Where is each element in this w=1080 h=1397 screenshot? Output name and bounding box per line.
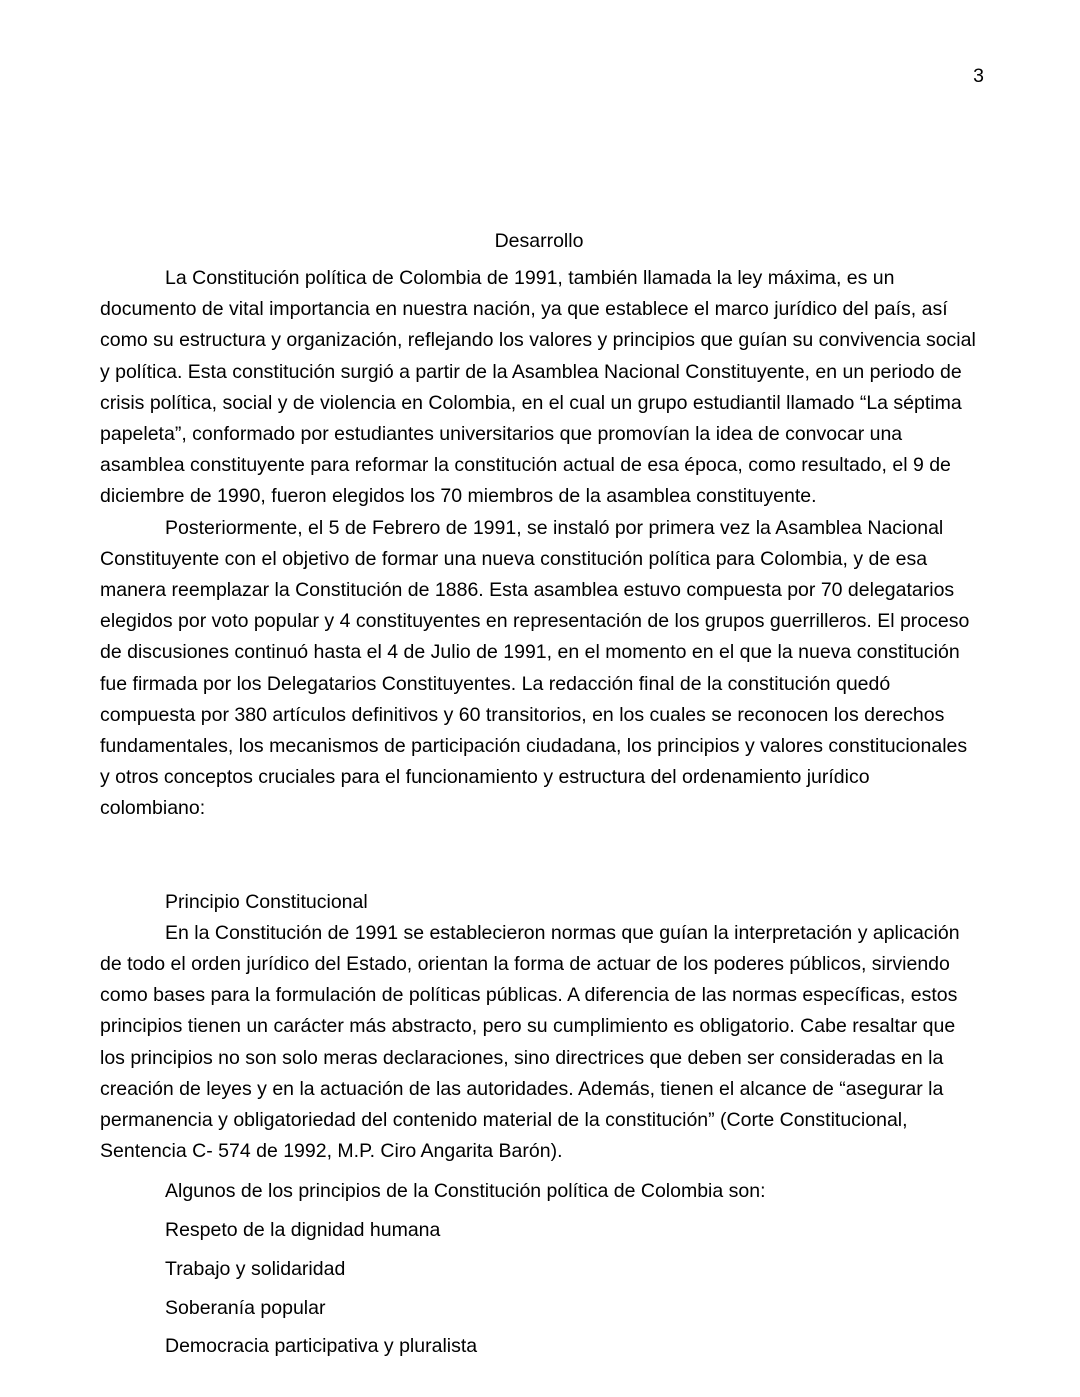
paragraph-intro: La Constitución política de Colombia de 1991, también llamada la ley máxima, es un documento de vital importancia en nuestra nación, ya que establece el marco jurídico del país, así como su estructura y organización, reflejando los valores y principios que guían su convivencia social y política. Esta constitución surgió a partir de la Asamblea Nacional Constituyente, en un periodo de crisis política, social y de violencia en Colombia, en el cual un grupo estudiantil llamado “La séptima papeleta”, conformado por estudiantes universitarios que promovían la idea de convocar una asamblea constituyente para reformar la constitución actual de esa época, como resultado, el 9 de diciembre de 1990, fueron elegidos los 70 miembros de la asamblea constituyente. (100, 267, 976, 508)
principles-list-intro: Algunos de los principios de la Constitución política de Colombia son: (165, 1180, 766, 1203)
page-number: 3 (973, 65, 984, 87)
paragraph-principio-constitucional: En la Constitución de 1991 se establecieron normas que guían la interpretación y aplicación de todo el orden jurídico del Estado, orientan la forma de actuar de los poderes públicos, sirviendo como bases para la formulación de políticas públicas. A diferencia de las normas específicas, estos principios tienen un carácter más abstracto, pero su cumplimiento es obligatorio. Cabe resaltar que los principios no son solo meras declaraciones, sino directrices que deben ser consideradas en la creación de leyes y en la actuación de las autoridades. Además, tienen el alcance de “asegurar la permanencia y obligatoriedad del contenido material de la constitución” (Corte Constitucional, Sentencia C- 574 de 1992, M.P. Ciro Angarita Barón). (100, 921, 960, 1163)
list-item: Trabajo y solidaridad (165, 1257, 346, 1280)
section-spacer (100, 825, 978, 887)
list-item: Respeto de la dignidad humana (165, 1219, 441, 1242)
page-title: Desarrollo (494, 230, 584, 252)
paragraph-history: Posteriormente, el 5 de Febrero de 1991, se instaló por primera vez la Asamblea Nacional Constituyente con el objetivo de formar una nueva constitución política para Colombia, y de esa manera reemplazar la Constitución de 1886. Esta asamblea estuvo compuesta por 70 delegatarios elegidos por voto popular y 4 constituyentes en representación de los grupos guerrilleros. El proceso de discusiones continuó hasta el 4 de Julio de 1991, en el momento en el que la nueva constitución fue firmada por los Delegatarios Constituyentes. La redacción final de la constitución quedó compuesta por 380 artículos definitivos y 60 transitorios, en los cuales se reconocen los derechos fundamentales, los mecanismos de participación ciudadana, los principios y valores constitucionales y otros conceptos cruciales para el funcionamiento y estructura del ordenamiento jurídico colombiano: (100, 516, 970, 820)
document-body (100, 226, 978, 1363)
list-spacer (100, 1167, 978, 1176)
list-item: Democracia participativa y pluralista (165, 1335, 478, 1358)
list-item: Soberanía popular (165, 1296, 326, 1319)
principles-list (100, 1215, 978, 1362)
section-heading-principio-constitucional: Principio Constitucional (165, 890, 368, 913)
